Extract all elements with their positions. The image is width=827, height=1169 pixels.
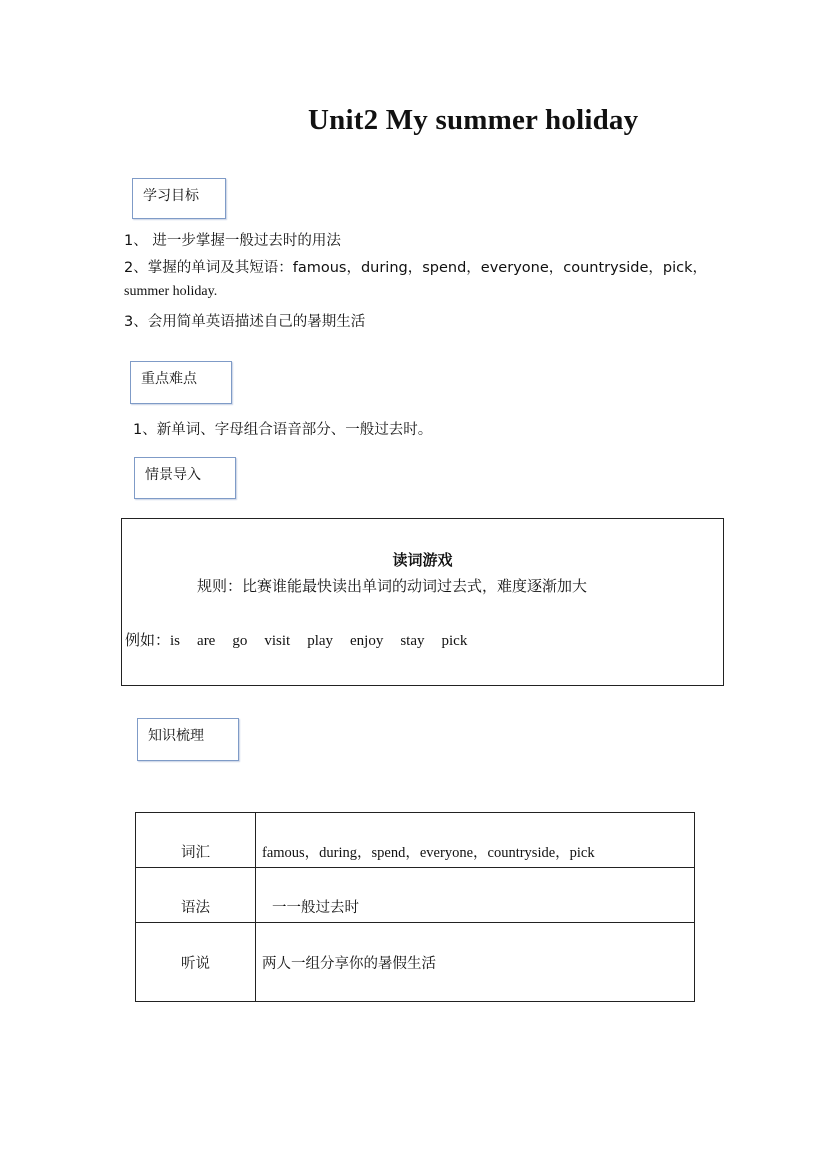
example-word: enjoy	[350, 633, 384, 649]
objective-line-3: summer holiday.	[124, 284, 218, 299]
table-row	[136, 868, 695, 923]
table-key-vocabulary: 词汇	[136, 813, 256, 868]
table-value-vocabulary: famous，during，spend，everyone，countryside，pick	[256, 813, 695, 868]
example-word: pick	[441, 633, 468, 649]
example-word: are	[197, 633, 216, 649]
game-rule: 规则：比赛谁能最快读出单词的动词过去式，难度逐渐加大	[197, 577, 588, 595]
section-label-key-points: 重点难点	[130, 361, 232, 404]
table-value-grammar: 一一般过去时	[256, 868, 695, 923]
summary-table	[135, 812, 695, 1002]
example-word: visit	[264, 633, 291, 649]
word-game-box	[121, 518, 724, 686]
section-label-knowledge: 知识梳理	[137, 718, 239, 761]
objective-line-4: 3、会用简单英语描述自己的暑期生活	[124, 314, 366, 330]
example-label: 例如：	[125, 631, 171, 649]
objective-line-1: 1、 进一步掌握一般过去时的用法	[124, 233, 341, 249]
game-example	[125, 629, 484, 650]
table-key-grammar: 语法	[136, 868, 256, 923]
key-points-text: 1、新单词、字母组合语音部分、一般过去时。	[133, 422, 433, 438]
table-value-listening: 两人一组分享你的暑假生活	[256, 923, 695, 1002]
game-title: 读词游戏	[392, 551, 453, 569]
section-label-objectives: 学习目标	[132, 178, 226, 219]
section-label-scenario: 情景导入	[134, 457, 236, 499]
example-word: stay	[400, 633, 425, 649]
page-title: Unit2 My summer holiday	[308, 104, 639, 136]
table-row	[136, 813, 695, 868]
example-word: go	[232, 633, 248, 649]
objective-line-2: 2、掌握的单词及其短语：famous，during，spend，everyone，countryside，pick，	[124, 260, 708, 276]
example-word: is	[170, 633, 181, 649]
example-word: play	[307, 633, 334, 649]
table-row	[136, 923, 695, 1002]
table-key-listening: 听说	[136, 923, 256, 1002]
